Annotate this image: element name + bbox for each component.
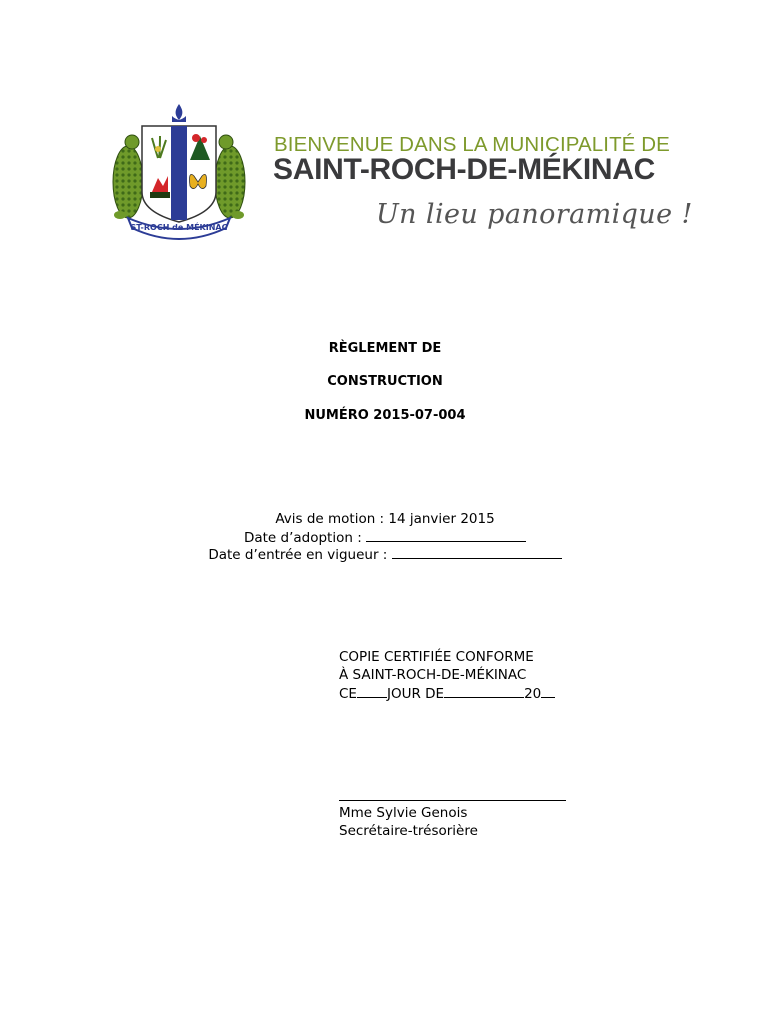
document-title-line3: NUMÉRO 2015-07-004 xyxy=(304,408,466,423)
signatory-role: Secrétaire-trésorière xyxy=(339,823,478,839)
date-vigueur-label: Date d’entrée en vigueur : xyxy=(208,547,388,563)
signatory-name: Mme Sylvie Genois xyxy=(339,805,468,821)
signature-line xyxy=(339,800,566,801)
welcome-heading: BIENVENUE DANS LA MUNICIPALITÉ DE xyxy=(274,133,670,156)
year-label: 20 xyxy=(524,686,542,702)
slogan: Un lieu panoramique ! xyxy=(376,199,693,230)
municipal-crest-logo xyxy=(108,100,250,242)
avis-de-motion: Avis de motion : 14 janvier 2015 xyxy=(275,511,495,527)
date-vigueur-blank xyxy=(392,546,562,559)
municipality-name: SAINT-ROCH-DE-MÉKINAC xyxy=(273,153,656,186)
certification-line3 xyxy=(339,685,555,702)
jour-blank xyxy=(444,685,524,698)
turtle-left-icon xyxy=(113,135,143,219)
certification-line1: COPIE CERTIFIÉE CONFORME xyxy=(339,649,534,665)
jour-label: JOUR DE xyxy=(386,686,445,702)
fleur-de-lis-icon xyxy=(172,104,186,122)
crest-ribbon-text: ST-ROCH de MÉKINAC xyxy=(130,223,228,232)
date-adoption-row xyxy=(200,529,570,546)
date-adoption-label: Date d’adoption : xyxy=(243,530,362,546)
ce-blank xyxy=(357,685,387,698)
document-title-line2: CONSTRUCTION xyxy=(327,374,443,389)
date-adoption-blank xyxy=(366,529,526,542)
certification-line2: À SAINT-ROCH-DE-MÉKINAC xyxy=(339,667,527,683)
document-title-line1: RÈGLEMENT DE xyxy=(328,341,442,356)
year-blank xyxy=(541,685,555,698)
date-vigueur-row xyxy=(200,546,570,563)
turtle-right-icon xyxy=(215,135,245,219)
ce-label: CE xyxy=(339,686,357,702)
